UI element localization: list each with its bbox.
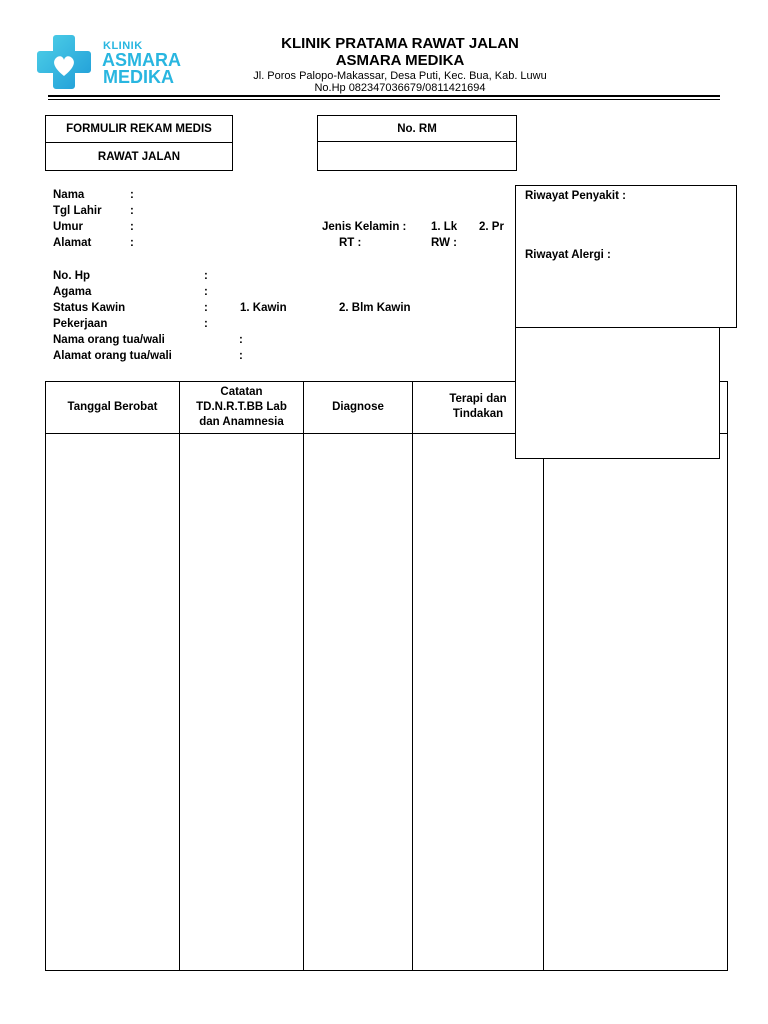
- status-option-blm-kawin[interactable]: 2. Blm Kawin: [339, 302, 411, 314]
- clinic-logo: [36, 32, 186, 94]
- table-col-divider-1: [179, 381, 180, 971]
- jenis-kelamin-label: Jenis Kelamin :: [322, 221, 407, 233]
- clinic-address: Jl. Poros Palopo-Makassar, Desa Puti, Kec. Bua, Kab. Luwu: [253, 70, 547, 82]
- gender-option-pr[interactable]: 2. Pr: [479, 221, 504, 233]
- alamat-colon: :: [130, 237, 134, 249]
- clinic-name: ASMARA MEDIKA: [335, 52, 465, 69]
- col-header-catatan-line2: TD.N.R.T.BB Lab: [196, 400, 287, 413]
- formulir-rekam-medis-box: [45, 115, 233, 143]
- blank-note-box[interactable]: [515, 327, 720, 459]
- riwayat-penyakit-label: Riwayat Penyakit :: [525, 190, 626, 202]
- alamat-ortu-colon: :: [239, 350, 243, 362]
- umur-label: Umur: [53, 221, 84, 233]
- header-divider-thick: [48, 95, 720, 97]
- riwayat-alergi-label: Riwayat Alergi :: [525, 249, 611, 261]
- logo-text-medika: MEDIKA: [103, 67, 174, 87]
- clinic-phone: No.Hp 082347036679/0811421694: [314, 82, 486, 94]
- agama-label: Agama: [53, 286, 92, 298]
- agama-colon: :: [204, 286, 208, 298]
- nama-colon: :: [130, 189, 134, 201]
- formulir-rekam-medis-label: FORMULIR REKAM MEDIS: [66, 123, 212, 135]
- nama-label: Nama: [53, 189, 85, 201]
- no-hp-colon: :: [204, 270, 208, 282]
- logo-text-asmara: ASMARA: [102, 50, 181, 70]
- medical-cross-heart-icon: [36, 32, 98, 94]
- rw-label: RW :: [431, 237, 457, 249]
- col-header-diagnose: [304, 381, 412, 433]
- clinic-title: KLINIK PRATAMA RAWAT JALAN: [281, 35, 519, 52]
- col-header-diagnose-text: Diagnose: [332, 400, 384, 413]
- header-divider-thin: [48, 99, 720, 100]
- col-header-catatan: [180, 381, 303, 433]
- rawat-jalan-label: RAWAT JALAN: [97, 150, 181, 163]
- col-header-terapi-line2: Tindakan: [452, 408, 504, 420]
- status-kawin-colon: :: [204, 302, 208, 314]
- alamat-ortu-label: Alamat orang tua/wali: [53, 350, 172, 362]
- col-header-tanggal-berobat: [46, 381, 179, 433]
- no-rm-value-box[interactable]: [317, 141, 517, 171]
- table-col-divider-4: [543, 381, 544, 971]
- no-hp-label: No. Hp: [53, 270, 91, 282]
- col-header-catatan-line1: Catatan: [220, 385, 263, 398]
- status-option-kawin[interactable]: 1. Kawin: [240, 302, 287, 314]
- col-header-tanggal-berobat-text: Tanggal Berobat: [67, 400, 158, 413]
- nama-ortu-colon: :: [239, 334, 243, 346]
- col-header-terapi-line1: Terapi dan: [449, 393, 507, 405]
- riwayat-box: [515, 185, 737, 328]
- table-col-divider-2: [303, 381, 304, 971]
- nama-ortu-label: Nama orang tua/wali: [53, 334, 165, 346]
- pekerjaan-label: Pekerjaan: [53, 318, 108, 330]
- table-col-divider-3: [412, 381, 413, 971]
- col-header-catatan-line3: dan Anamnesia: [199, 415, 284, 428]
- rt-label: RT :: [339, 237, 362, 249]
- gender-option-lk[interactable]: 1. Lk: [431, 221, 458, 233]
- tgl-lahir-colon: :: [130, 205, 134, 217]
- rawat-jalan-box: [45, 142, 233, 171]
- pekerjaan-colon: :: [204, 318, 208, 330]
- medical-record-table: [45, 381, 728, 971]
- alamat-label: Alamat: [53, 237, 92, 249]
- logo-text-klinik: KLINIK: [103, 40, 143, 52]
- no-rm-header-box: [317, 115, 517, 142]
- no-rm-label: No. RM: [397, 122, 437, 135]
- status-kawin-label: Status Kawin: [53, 302, 126, 314]
- tgl-lahir-label: Tgl Lahir: [53, 205, 102, 217]
- umur-colon: :: [130, 221, 134, 233]
